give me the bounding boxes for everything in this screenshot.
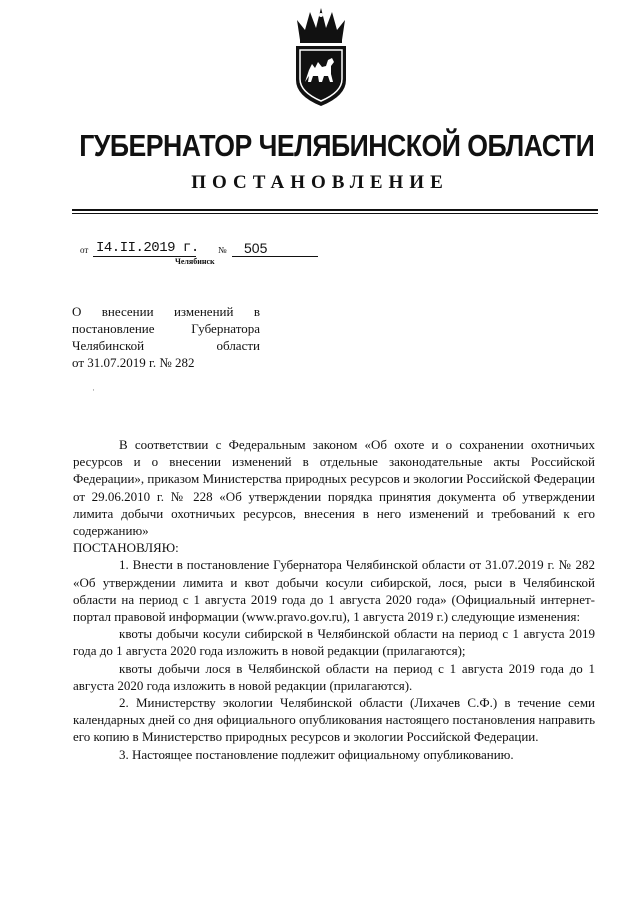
- chelyabinsk-coat-of-arms-icon: [290, 6, 352, 108]
- date-prefix: от: [80, 245, 89, 255]
- subject-line: Челябинской области: [72, 338, 260, 353]
- subject-line: постановление Губернатора: [72, 321, 260, 336]
- item-1a-paragraph: квоты добычи косули сибирской в Челябинской области на период с 1 августа 2019 года до 1 августа 2020 года изложить в новой редакции (прилагаются);: [73, 626, 595, 659]
- date-value: I4.II.2019 г.: [93, 240, 196, 257]
- city-label: Челябинск: [175, 257, 215, 266]
- subject-line: О внесении изменений в: [72, 304, 260, 319]
- item-2-paragraph: 2. Министерству экологии Челябинской области (Лихачев С.Ф.) в течение семи календарных дней со дня официального опубликования настоящего постановления направить его копию в Министерство природных ресурсов и экологии Российской Федерации.: [73, 695, 595, 745]
- item-3-paragraph: 3. Настоящее постановление подлежит официальному опубликованию.: [119, 746, 514, 762]
- header-rule-thin: [72, 213, 598, 214]
- subject-block: [72, 303, 260, 371]
- authority-title: ГУБЕРНАТОР ЧЕЛЯБИНСКОЙ ОБЛАСТИ: [79, 128, 595, 163]
- item-1-paragraph: 1. Внести в постановление Губернатора Челябинской области от 31.07.2019 г. № 282 «Об утверждении лимита и квот добычи косули сибирской, лося, рыси в Челябинской области на период с 1 августа 2019 года до 1 августа 2020 года» (Официальный интернет-портал правовой информации (www.pravo.gov.ru), 1 августа 2019 г.) следующие изменения:: [73, 557, 595, 625]
- document-type-title: ПОСТАНОВЛЕНИЕ: [191, 172, 449, 193]
- preamble-paragraph: В соответствии с Федеральным законом «Об охоте и о сохранении охотничьих ресурсов и о внесении изменений в отдельные законодательные акты Российской Федерации», приказом Министерства природных ресурсов и экологии Российской Федерации от 29.06.2010 г. № 228 «Об утверждении порядка принятия документа об утверждении лимита добычи охотничьих ресурсов, внесения в него изменений и требований к его содержанию»: [73, 437, 595, 539]
- scan-mark: ·: [92, 385, 95, 395]
- resolve-heading: ПОСТАНОВЛЯЮ:: [73, 540, 179, 556]
- number-prefix: №: [218, 245, 227, 255]
- item-1b-paragraph: квоты добычи лося в Челябинской области на период с 1 августа 2019 года до 1 августа 2020 года изложить в новой редакции (прилагаются).: [73, 660, 595, 693]
- subject-line: от 31.07.2019 г. № 282: [72, 355, 195, 370]
- document-body: [73, 436, 595, 763]
- header-rule-thick: [72, 209, 598, 211]
- number-value: 505: [232, 240, 318, 257]
